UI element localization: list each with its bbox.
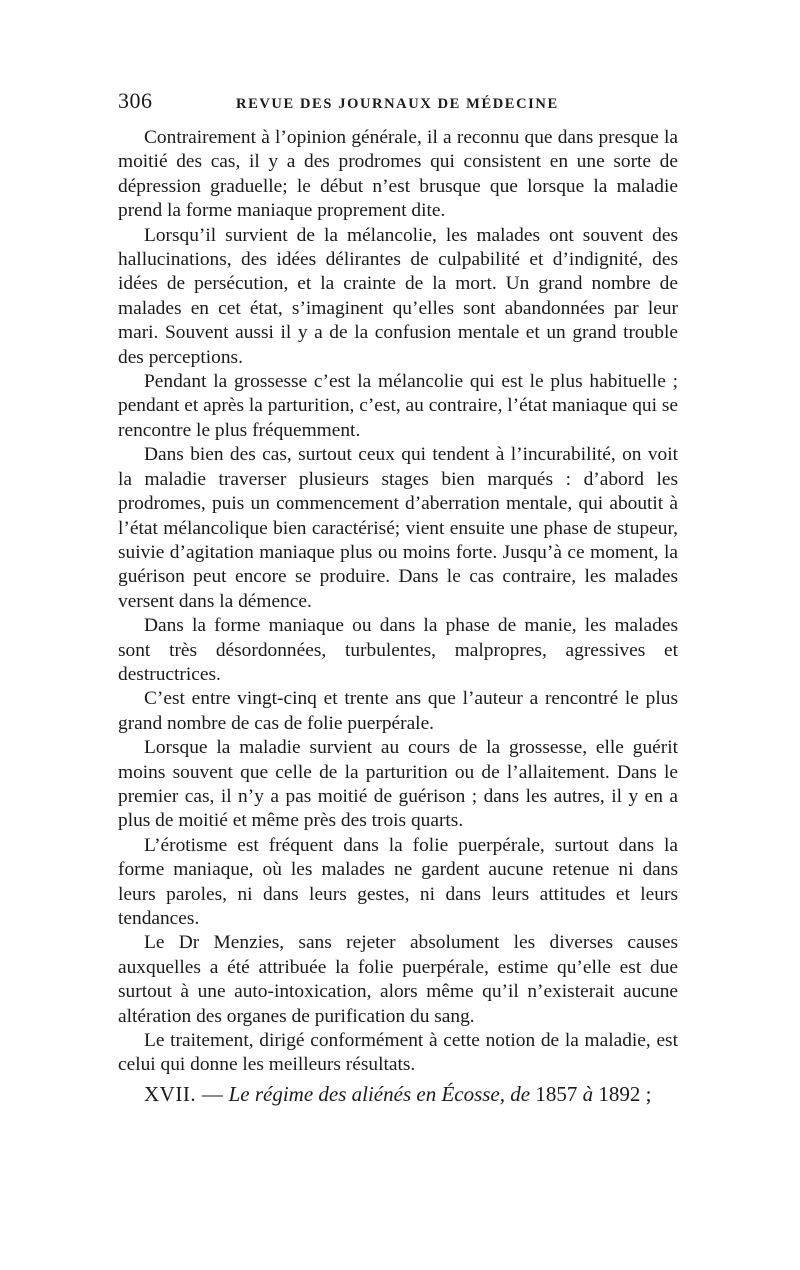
paragraph-prodromes: Contrairement à l’opinion générale, il a reconnu que dans presque la moitié des cas, il y a des prodromes qui consistent en une sorte de dépression graduelle; le début n’est brusque que lorsque la maladie prend la forme maniaque proprement dite. — [118, 127, 678, 222]
paragraph-traitement: Le traitement, dirigé conformément à cette notion de la maladie, est celui qui donne les meilleurs résultats. — [118, 1030, 678, 1076]
paragraph-menzies: Le Dr Menzies, sans rejeter absolument les diverses causes auxquelles a été attribuée la folie puerpérale, estime qu’elle est due surtout à une auto-intoxication, alors même qu’il n’existerait aucune altération des organes de purification du sang. — [118, 932, 678, 1027]
running-head — [118, 88, 678, 122]
page-number: 306 — [118, 88, 153, 113]
paragraph-erotisme: L’érotisme est fréquent dans la folie puerpérale, surtout dans la forme maniaque, où les malades ne gardent aucune retenue ni dans leurs paroles, ni dans leurs gestes, ni dans leurs attitudes et leurs tendances. — [118, 834, 678, 929]
section-year-start: 1857 — [535, 1081, 578, 1106]
paragraph-guerison: Lorsque la maladie survient au cours de la grossesse, elle guérit moins souvent que celle de la parturition ou de l’allaitement. Dans le premier cas, il n’y a pas moitié de guérison ; dans les autres, il y en a plus de moitié et même près des trois quarts. — [118, 737, 678, 832]
section-title: Le régime des aliénés en Écosse, de — [228, 1081, 531, 1106]
book-page — [118, 88, 678, 1108]
journal-title: REVUE DES JOURNAUX DE MÉDECINE — [236, 96, 559, 112]
section-conjunction: à — [582, 1081, 594, 1106]
text-body — [118, 126, 678, 1108]
paragraph-stages: Dans bien des cas, surtout ceux qui tendent à l’incurabilité, on voit la maladie traverser plusieurs stages bien marqués : d’abord les prodromes, puis un commencement d’aberration mentale, qui aboutit à l’état mélancolique bien caractérisé; vient ensuite une phase de stupeur, suivie d’agitation maniaque plus ou moins forte. Jusqu’à ce moment, la guérison peut encore se produire. Dans le cas contraire, les malades versent dans la démence. — [118, 444, 678, 612]
section-heading-xvii — [118, 1080, 678, 1108]
section-number: XVII. — — [144, 1081, 224, 1106]
section-year-end: 1892 ; — [598, 1081, 652, 1106]
paragraph-forme-maniaque: Dans la forme maniaque ou dans la phase de manie, les malades sont très désordonnées, turbulentes, malpropres, agressives et destructrices. — [118, 615, 678, 685]
paragraph-grossesse: Pendant la grossesse c’est la mélancolie qui est le plus habituelle ; pendant et après la parturition, c’est, au contraire, l’état maniaque qui se rencontre le plus fréquemment. — [118, 371, 678, 441]
paragraph-age: C’est entre vingt-cinq et trente ans que l’auteur a rencontré le plus grand nombre de cas de folie puerpérale. — [118, 688, 678, 734]
paragraph-melancolie: Lorsqu’il survient de la mélancolie, les malades ont souvent des hallucinations, des idées délirantes de culpabilité et d’indignité, des idées de persécution, et la crainte de la mort. Un grand nombre de malades en cet état, s’imaginent qu’elles sont abandonnées par leur mari. Souvent aussi il y a de la confusion mentale et un grand trouble des perceptions. — [118, 224, 678, 368]
